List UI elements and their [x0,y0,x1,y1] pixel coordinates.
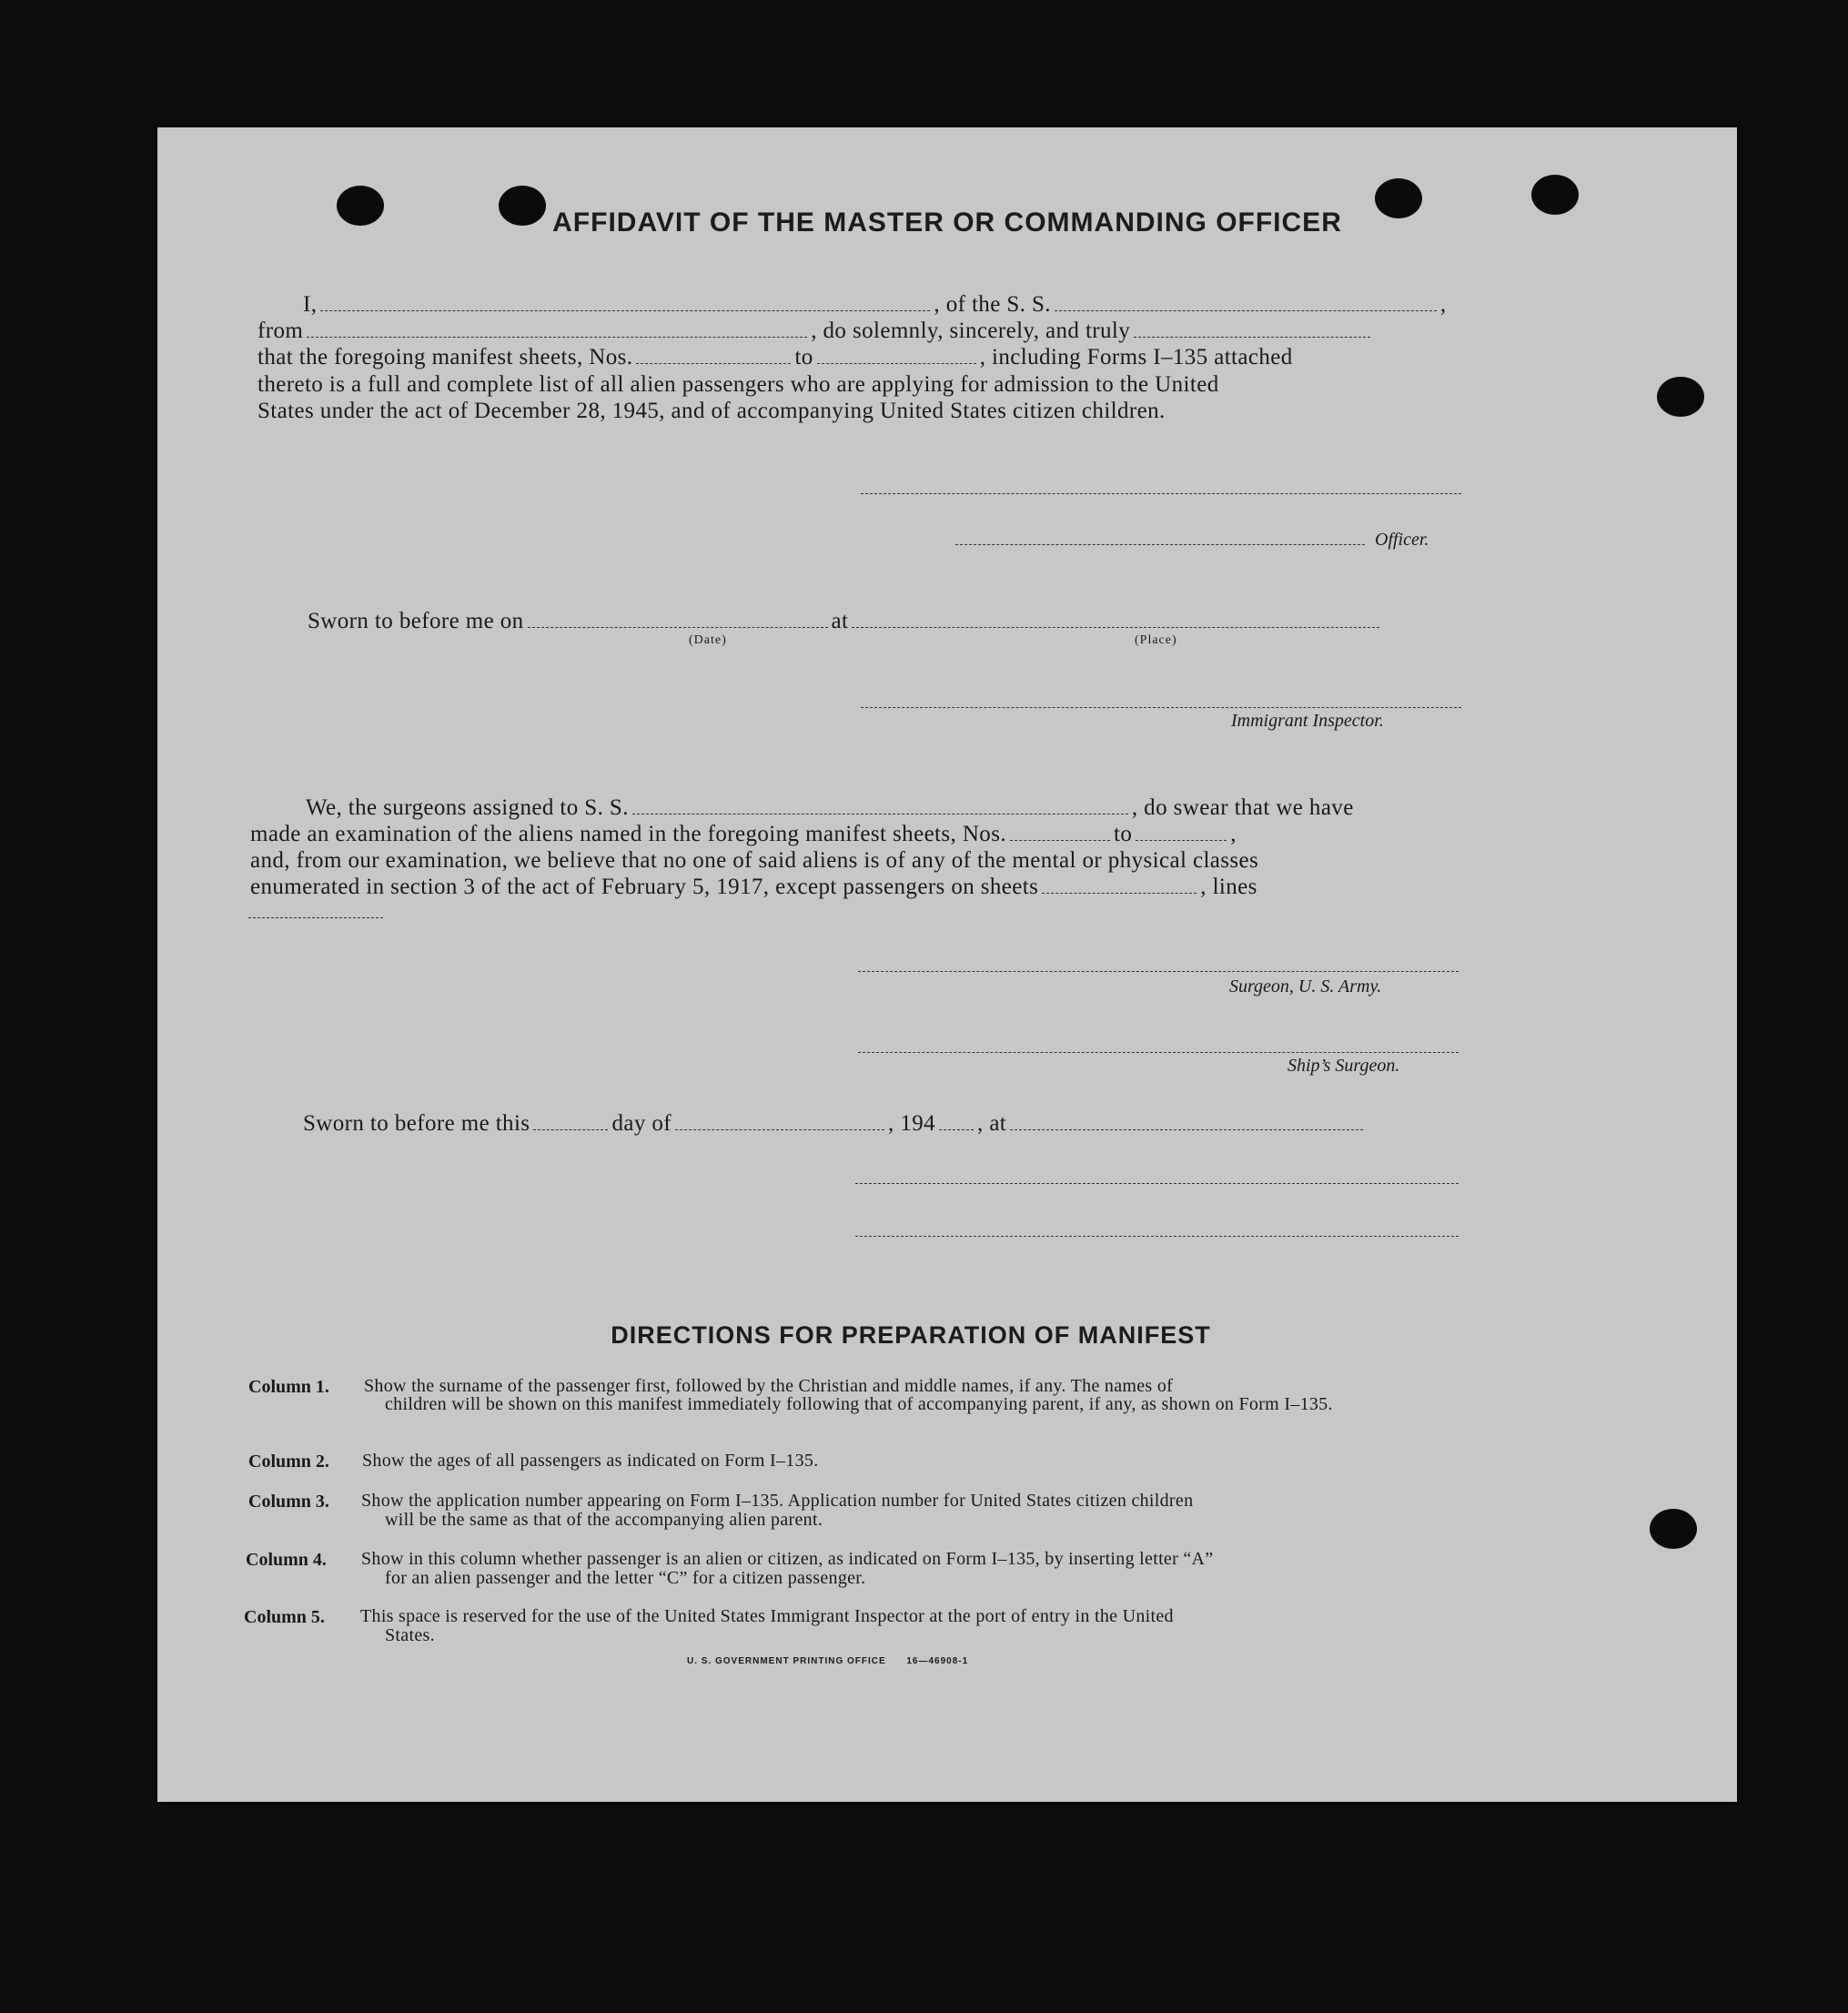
sworn-line-2: Sworn to before me this day of , 194 , at [303,1110,1367,1138]
direction-label: Column 1. [248,1377,329,1397]
sheet-from-blank[interactable] [636,359,791,364]
sworn2-signature-line-2[interactable] [855,1236,1459,1237]
direction-label: Column 2. [248,1452,329,1472]
sworn-day-blank[interactable] [533,1126,608,1130]
direction-label: Column 4. [246,1550,327,1570]
place-label: (Place) [1135,633,1177,647]
exam-sheet-to-blank[interactable] [1136,836,1227,841]
exam-sheet-from-blank[interactable] [1010,836,1110,841]
affidavit-line-1: I, , of the S. S. , [303,292,1447,317]
direction-text: Show the ages of all passengers as indicated on Form I–135. [362,1451,819,1471]
sworn-blank[interactable] [1134,333,1370,338]
surgeons-line-4: enumerated in section 3 of the act of February 5, 1917, except passengers on sheets , lines [250,875,1257,899]
officer-signature-line[interactable] [861,493,1461,494]
affidavit-line-3: that the foregoing manifest sheets, Nos. to , including Forms I–135 attached [258,345,1293,369]
sworn-year-blank[interactable] [939,1126,974,1130]
direction-text-cont: for an alien passenger and the letter “C” for a citizen passenger. [385,1568,866,1588]
affidavit-line-2: from , do solemnly, sincerely, and truly [258,318,1374,345]
sheet-to-blank[interactable] [817,359,976,364]
sworn-line-1: Sworn to before me on at [308,608,1383,635]
punch-hole [1657,377,1704,417]
master-name-blank[interactable] [320,307,930,311]
army-surgeon-caption: Surgeon, U. S. Army. [1229,976,1382,996]
sworn-date-blank[interactable] [528,623,828,628]
affidavit-title: AFFIDAVIT OF THE MASTER OR COMMANDING OFFICER [552,207,1342,238]
direction-text: Show the surname of the passenger first, followed by the Christian and middle names, if any. The names of [364,1376,1174,1396]
surgeons-line-3: and, from our examination, we believe that no one of said aliens is of any of the mental or physical classes [250,848,1259,873]
sworn2-place-blank[interactable] [1010,1126,1363,1130]
direction-text-cont: children will be shown on this manifest immediately following that of accompanying parent, if any, as shown on Form I–135. [385,1394,1333,1414]
surgeons-ship-blank[interactable] [632,810,1128,814]
army-surgeon-signature-line[interactable] [858,971,1459,972]
officer-caption: Officer. [1375,530,1429,550]
sworn2-signature-line-1[interactable] [855,1183,1459,1184]
printer-imprint: U. S. GOVERNMENT PRINTING OFFICE 16—46908-1 [687,1656,969,1666]
lines-blank[interactable] [248,917,383,918]
direction-text: This space is reserved for the use of the United States Immigrant Inspector at the port of entry in the United [360,1606,1174,1626]
date-label: (Date) [689,633,727,647]
direction-text: Show the application number appearing on Form I–135. Application number for United States citizen children [361,1491,1194,1511]
inspector-signature-line[interactable] [861,707,1461,708]
punch-hole [1650,1509,1697,1549]
direction-label: Column 3. [248,1492,329,1512]
ship-surgeon-caption: Ship’s Surgeon. [1288,1056,1400,1076]
except-sheets-blank[interactable] [1042,889,1197,894]
officer-title-line[interactable] [955,544,1365,545]
affidavit-line-4: thereto is a full and complete list of all alien passengers who are applying for admission to the United [258,372,1219,397]
sworn-place-blank[interactable] [852,623,1379,628]
ship-surgeon-signature-line[interactable] [858,1052,1459,1053]
inspector-caption: Immigrant Inspector. [1231,711,1384,731]
surgeons-line-2: made an examination of the aliens named in the foregoing manifest sheets, Nos. to , [250,822,1237,846]
from-port-blank[interactable] [307,333,807,338]
affidavit-line-5: States under the act of December 28, 1945, and of accompanying United States citizen children. [258,399,1166,423]
direction-text: Show in this column whether passenger is an alien or citizen, as indicated on Form I–135, by inserting letter “A” [361,1549,1214,1569]
ship-name-blank[interactable] [1055,307,1437,311]
directions-title: DIRECTIONS FOR PREPARATION OF MANIFEST [611,1321,1211,1349]
form-page [157,127,1737,1802]
direction-label: Column 5. [244,1607,325,1627]
direction-text-cont: States. [385,1625,435,1645]
direction-text-cont: will be the same as that of the accompanying alien parent. [385,1510,823,1530]
surgeons-line-1: We, the surgeons assigned to S. S. , do swear that we have [306,795,1354,820]
sworn-month-blank[interactable] [675,1126,884,1130]
